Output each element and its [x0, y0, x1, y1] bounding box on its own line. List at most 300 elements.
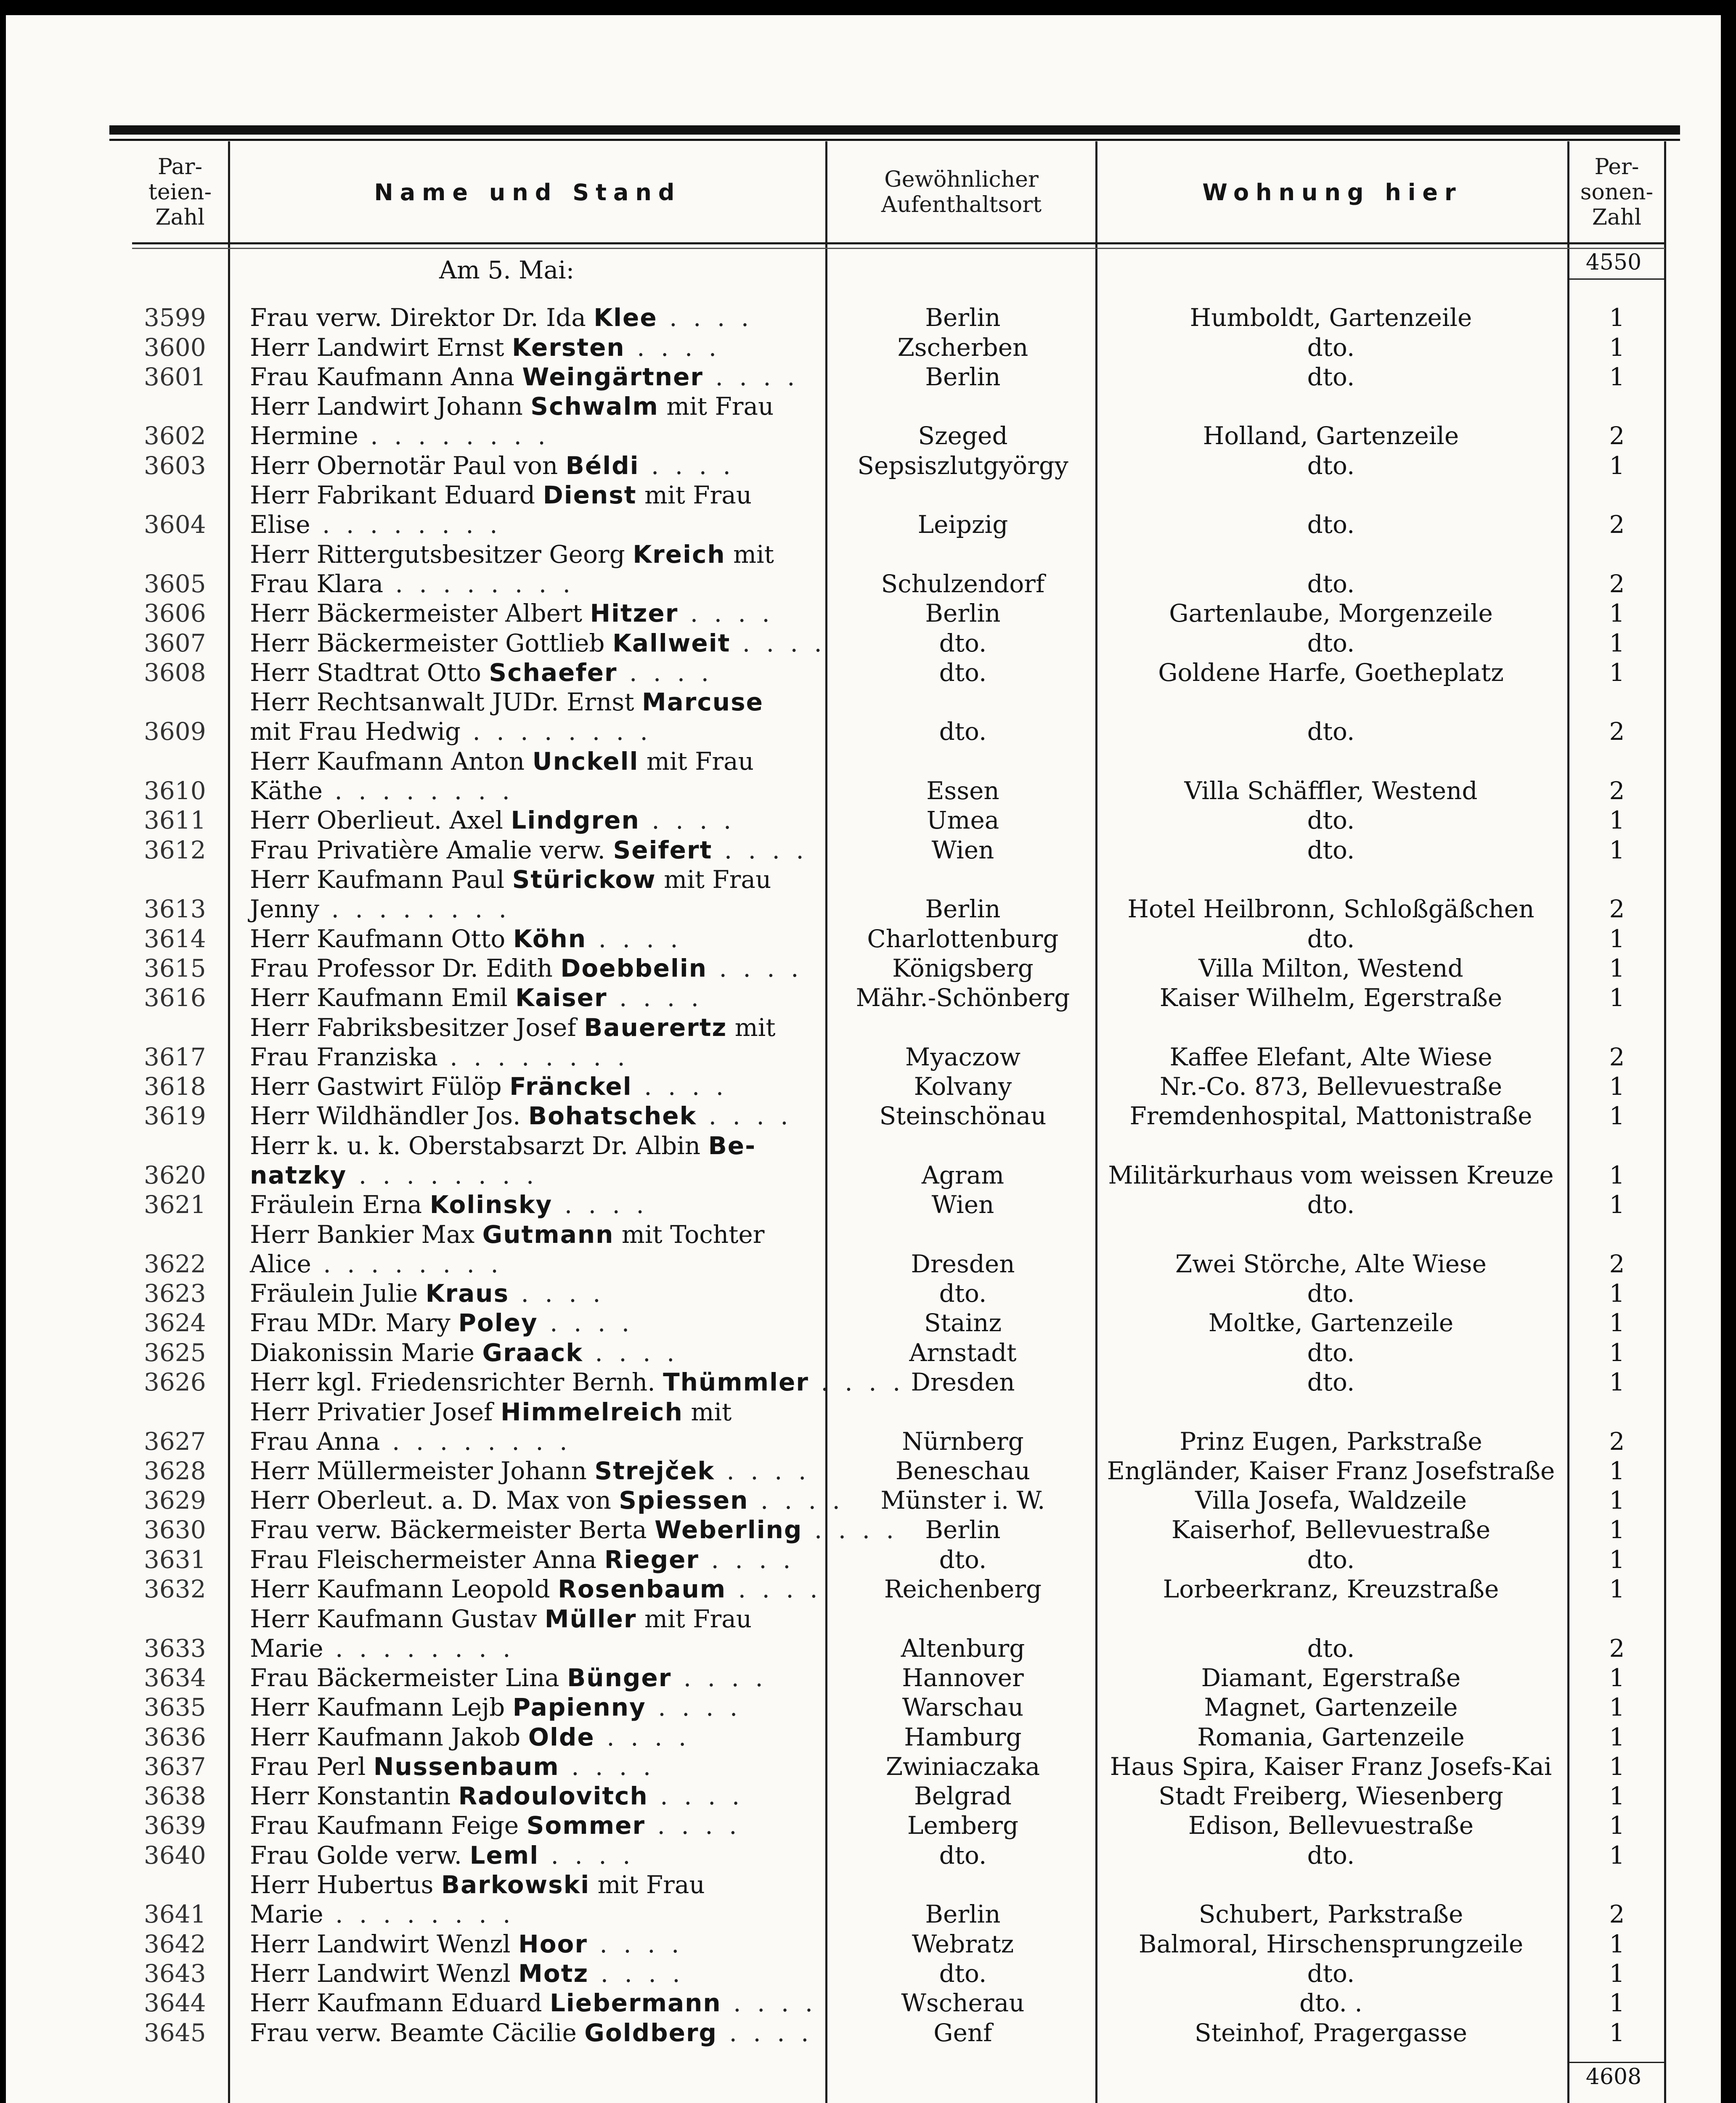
parteien-zahl-cell: 3605: [144, 569, 206, 598]
leader-dots: . . . . . . . .: [461, 717, 652, 746]
wohnung-cell: dto.: [1307, 1959, 1355, 1988]
aufenthaltsort-cell: Belgrad: [914, 1782, 1012, 1811]
surname: Thümmler: [663, 1367, 809, 1396]
leader-dots: . . . . . . . .: [358, 421, 550, 450]
surname: Gutmann: [482, 1220, 614, 1249]
wohnung-cell: dto.: [1307, 1367, 1355, 1396]
wohnung-cell: Magnet, Gartenzeile: [1204, 1693, 1458, 1722]
table-row: [6, 2018, 1721, 2048]
name-line-1: [250, 866, 822, 895]
name-continuation: Käthe: [250, 776, 323, 805]
wohnung-cell: Schubert, Parkstraße: [1198, 1900, 1463, 1929]
name-cell: [250, 1457, 822, 1486]
name-cell: [250, 925, 822, 954]
table-row: [6, 451, 1721, 481]
surname: Kaiser: [515, 983, 607, 1012]
table-row: [6, 363, 1721, 392]
surname: Seifert: [613, 835, 713, 864]
table-row: [6, 747, 1721, 806]
name-title: Herr Landwirt Ernst: [250, 333, 504, 362]
name-line-2: [250, 422, 822, 451]
name-cell: [250, 1782, 822, 1812]
aufenthaltsort-cell: dto.: [939, 628, 987, 657]
name-cell: [250, 1221, 822, 1279]
name-cell: [250, 1279, 822, 1309]
surname: Olde: [528, 1722, 595, 1751]
wohnung-cell: Edison, Bellevuestraße: [1188, 1811, 1474, 1840]
table-row: [6, 1191, 1721, 1220]
name-suffix: mit: [733, 540, 774, 569]
personen-zahl-cell: 1: [1609, 924, 1625, 953]
aufenthaltsort-cell: Altenburg: [901, 1634, 1025, 1663]
surname: Dienst: [543, 481, 637, 510]
surname: Schaefer: [489, 658, 618, 687]
leader-dots: . . . .: [645, 1811, 741, 1840]
surname: Stürickow: [512, 865, 656, 894]
personen-zahl-cell: 1: [1609, 1959, 1625, 1988]
surname: Doebbelin: [560, 954, 708, 983]
name-title: Herr Bankier Max: [250, 1220, 475, 1249]
table-row: [6, 1220, 1721, 1279]
leader-dots: . . . .: [625, 333, 721, 362]
leader-dots: . . . .: [802, 1515, 898, 1544]
parteien-zahl-cell: 3615: [144, 954, 206, 983]
table-row: [6, 866, 1721, 925]
table-row: [6, 1486, 1721, 1516]
name-title: Herr Kaufmann Emil: [250, 983, 508, 1012]
parteien-zahl-cell: 3640: [144, 1841, 206, 1870]
table-row: [6, 1871, 1721, 1930]
table-row: [6, 954, 1721, 984]
table-row: [6, 1368, 1721, 1398]
name-line-1: [250, 1279, 822, 1309]
aufenthaltsort-cell: dto.: [939, 1279, 987, 1308]
name-suffix: mit Frau: [666, 392, 774, 421]
wohnung-cell: Villa Josefa, Waldzeile: [1195, 1486, 1467, 1515]
wohnung-cell: Fremdenhospital, Mattonistraße: [1129, 1102, 1532, 1131]
name-cell: [250, 334, 822, 363]
wohnung-cell: Balmoral, Hirschensprungzeile: [1138, 1929, 1524, 1958]
leader-dots: . . . .: [594, 1722, 691, 1751]
name-cell: [250, 1398, 822, 1457]
name-line-1: [250, 1605, 822, 1634]
wohnung-cell: dto.: [1307, 333, 1355, 362]
name-continuation: Jenny: [250, 895, 320, 924]
surname: Poley: [458, 1308, 538, 1338]
name-title: Frau verw. Direktor Dr. Ida: [250, 303, 586, 332]
parteien-zahl-cell: 3612: [144, 835, 206, 864]
aufenthaltsort-cell: Zwiniaczaka: [885, 1752, 1040, 1781]
aufenthaltsort-cell: Dresden: [911, 1367, 1015, 1396]
parteien-zahl-cell: 3645: [144, 2018, 206, 2047]
surname: Lindgren: [511, 806, 640, 835]
personen-zahl-cell: 1: [1609, 362, 1625, 391]
wohnung-cell: Holland, Gartenzeile: [1203, 421, 1459, 450]
parteien-zahl-cell: 3628: [144, 1456, 206, 1485]
leader-dots: . . . .: [588, 1929, 684, 1958]
leader-dots: . . . .: [657, 303, 753, 332]
aufenthaltsort-cell: Dresden: [911, 1249, 1015, 1278]
name-line-1: [250, 1191, 822, 1220]
personen-zahl-cell: 1: [1609, 1102, 1625, 1131]
name-cell: [250, 1515, 898, 1545]
leader-dots: . . . . . . . .: [347, 1160, 538, 1189]
personen-zahl-cell: 2: [1609, 1042, 1625, 1071]
surname: Bünger: [567, 1663, 672, 1692]
parteien-zahl-cell: 3630: [144, 1515, 206, 1544]
parteien-zahl-cell: 3631: [144, 1545, 206, 1574]
surname: Kallweit: [612, 628, 731, 657]
personen-zahl-cell: 1: [1609, 954, 1625, 983]
table-row: [6, 1545, 1721, 1575]
name-line-1: [250, 1782, 822, 1812]
aufenthaltsort-cell: Charlottenburg: [867, 924, 1059, 953]
surname: Himmelreich: [500, 1397, 683, 1426]
leader-dots: . . . .: [707, 954, 803, 983]
name-cell: [250, 688, 822, 747]
name-continuation: Frau Klara: [250, 569, 384, 598]
wohnung-cell: Kaffee Elefant, Alte Wiese: [1169, 1042, 1492, 1071]
name-title: Frau Fleischermeister Anna: [250, 1545, 597, 1574]
leader-dots: . . . .: [721, 1989, 817, 2018]
table-row: [6, 1013, 1721, 1073]
personen-zahl-cell: 2: [1609, 1900, 1625, 1929]
aufenthaltsort-cell: dto.: [939, 1841, 987, 1870]
table-row: [6, 1605, 1721, 1664]
personen-zahl-cell: 2: [1609, 569, 1625, 598]
aufenthaltsort-cell: Berlin: [925, 599, 1001, 628]
name-line-1: [250, 688, 822, 718]
header-aufenthaltsort: [827, 143, 1095, 241]
leader-dots: . . . .: [646, 1693, 742, 1722]
table-row: [6, 1398, 1721, 1457]
parteien-zahl-cell: 3613: [144, 895, 206, 924]
name-line-1: [250, 1871, 822, 1900]
personen-zahl-cell: 1: [1609, 333, 1625, 362]
leader-dots: . . . .: [552, 1190, 648, 1219]
name-cell: [250, 304, 822, 333]
name-line-1: [250, 1102, 822, 1131]
wohnung-cell: dto.: [1307, 510, 1355, 539]
parteien-zahl-cell: 3606: [144, 599, 206, 628]
wohnung-cell: Kaiserhof, Bellevuestraße: [1171, 1515, 1491, 1544]
header-wohnung: [1097, 143, 1567, 241]
name-cell: [250, 599, 822, 629]
surname: Müller: [544, 1604, 637, 1633]
aufenthaltsort-cell: Schulzendorf: [881, 569, 1045, 598]
name-line-1: [250, 806, 822, 836]
surname: Kersten: [512, 333, 625, 362]
table-row: [6, 924, 1721, 954]
name-line-1: [250, 1693, 822, 1723]
aufenthaltsort-cell: Berlin: [925, 362, 1001, 391]
name-line-2: [250, 570, 822, 599]
table-row: [6, 481, 1721, 540]
leader-dots: . . . . . . . .: [311, 1249, 503, 1278]
surname: Rieger: [604, 1545, 700, 1574]
leader-dots: . . . .: [726, 1575, 822, 1604]
name-line-1: [250, 1398, 822, 1428]
personen-zahl-cell: 1: [1609, 1545, 1625, 1574]
personen-zahl-cell: 1: [1609, 1515, 1625, 1544]
personen-zahl-cell: 1: [1609, 1782, 1625, 1811]
name-title: Herr Kaufmann Eduard: [250, 1989, 542, 2018]
name-cell: [250, 363, 822, 392]
top-thin-rule: [109, 139, 1680, 141]
leader-dots: . . . .: [648, 1782, 744, 1811]
name-title: Herr k. u. k. Oberstabsarzt Dr. Albin: [250, 1131, 701, 1160]
leader-dots: . . . .: [632, 1072, 728, 1101]
surname: Unckell: [532, 747, 639, 776]
leader-dots: . . . .: [699, 1545, 795, 1574]
wohnung-cell: dto.: [1307, 835, 1355, 864]
table-row: [6, 1073, 1721, 1102]
leader-dots: . . . .: [748, 1486, 844, 1515]
name-line-1: [250, 1339, 822, 1368]
table-row: [6, 1693, 1721, 1723]
date-heading: Am 5. Mai:: [439, 256, 575, 284]
aufenthaltsort-cell: Berlin: [925, 1900, 1001, 1929]
name-line-1: [250, 984, 822, 1013]
parteien-zahl-cell: 3621: [144, 1190, 206, 1219]
name-line-1: [250, 1309, 822, 1338]
surname: Weingärtner: [522, 362, 704, 391]
name-line-1: [250, 1723, 822, 1753]
aufenthaltsort-cell: Nürnberg: [902, 1427, 1024, 1456]
name-line-1: [250, 659, 822, 688]
parteien-zahl-cell: 3608: [144, 658, 206, 687]
name-title: Diakonissin Marie: [250, 1338, 475, 1367]
aufenthaltsort-cell: Agram: [921, 1160, 1004, 1189]
name-cell: [250, 1812, 822, 1841]
table-row: [6, 836, 1721, 865]
name-line-2: [250, 1250, 822, 1279]
name-suffix: mit: [691, 1397, 732, 1426]
name-cell: [250, 1546, 822, 1575]
wohnung-cell: dto.: [1307, 1841, 1355, 1870]
name-title: Herr Oberleut. a. D. Max von: [250, 1486, 611, 1515]
wohnung-cell: Moltke, Gartenzeile: [1208, 1308, 1454, 1338]
name-title: Herr Hubertus: [250, 1870, 434, 1899]
parteien-zahl-cell: 3629: [144, 1486, 206, 1515]
aufenthaltsort-cell: dto.: [939, 658, 987, 687]
wohnung-cell: Haus Spira, Kaiser Franz Josefs-Kai: [1110, 1752, 1552, 1781]
wohnung-cell: dto.: [1307, 362, 1355, 391]
name-title: Herr Rechtsanwalt JUDr. Ernst: [250, 688, 634, 717]
table-row: [6, 1131, 1721, 1191]
personen-zahl-cell: 1: [1609, 303, 1625, 332]
wohnung-cell: dto.: [1307, 1190, 1355, 1219]
parteien-zahl-cell: 3641: [144, 1900, 206, 1929]
parteien-zahl-cell: 3603: [144, 451, 206, 480]
parteien-zahl-cell: 3614: [144, 924, 206, 953]
parteien-zahl-cell: 3620: [144, 1160, 206, 1189]
aufenthaltsort-cell: Genf: [933, 2018, 992, 2047]
surname: Radoulovitch: [458, 1782, 648, 1811]
leader-dots: . . . . . . . .: [323, 1900, 515, 1929]
personen-zahl-cell: 1: [1609, 1190, 1625, 1219]
header-bottom-rule-thin: [132, 248, 1665, 249]
personen-zahl-cell: 1: [1609, 1160, 1625, 1189]
name-cell: [250, 1102, 822, 1131]
aufenthaltsort-cell: Webratz: [912, 1929, 1014, 1958]
name-line-1: [250, 1546, 822, 1575]
name-title: Herr Bäckermeister Gottlieb: [250, 628, 605, 657]
name-cell: [250, 1989, 822, 2018]
name-suffix: mit: [734, 1013, 776, 1042]
surname: Spiessen: [619, 1486, 749, 1515]
wohnung-cell: dto.: [1307, 1545, 1355, 1574]
personen-zahl-cell: 1: [1609, 1989, 1625, 2018]
name-line-2: [250, 777, 822, 806]
name-cell: [250, 1073, 822, 1102]
name-title: Herr Gastwirt Fülöp: [250, 1072, 502, 1101]
wohnung-cell: Lorbeerkranz, Kreuzstraße: [1163, 1575, 1499, 1604]
wohnung-cell: Prinz Eugen, Parkstraße: [1179, 1427, 1482, 1456]
parteien-zahl-cell: 3609: [144, 717, 206, 746]
top-double-rule: [109, 125, 1680, 135]
name-line-1: [250, 925, 822, 954]
aufenthaltsort-cell: dto.: [939, 1545, 987, 1574]
leader-dots: . . . .: [588, 1959, 684, 1988]
parteien-zahl-cell: 3601: [144, 362, 206, 391]
leader-dots: . . . . . . . .: [437, 1042, 629, 1071]
header-wohnung-label: Wohnung hier: [1202, 179, 1463, 206]
aufenthaltsort-cell: Lemberg: [907, 1811, 1019, 1840]
personen-zahl-cell: 1: [1609, 1929, 1625, 1958]
personen-zahl-cell: 2: [1609, 895, 1625, 924]
surname: Köhn: [513, 924, 587, 953]
personen-zahl-cell: 1: [1609, 1279, 1625, 1308]
name-cell: [250, 836, 822, 866]
surname: Kraus: [425, 1279, 509, 1308]
name-line-2: [250, 1900, 822, 1930]
aufenthaltsort-cell: Beneschau: [895, 1456, 1031, 1485]
wohnung-cell: Goldene Harfe, Goetheplatz: [1158, 658, 1504, 687]
table-row: [6, 1723, 1721, 1752]
name-title: Herr Privatier Josef: [250, 1397, 493, 1426]
table-row: [6, 1516, 1721, 1545]
carry-total-rule: [1569, 278, 1664, 280]
name-suffix: mit Frau: [644, 481, 752, 510]
surname: Liebermann: [549, 1989, 721, 2018]
carry-over-total: 4550: [1585, 250, 1642, 275]
name-line-1: [250, 836, 822, 866]
name-line-1: [250, 1753, 822, 1782]
aufenthaltsort-cell: Hannover: [902, 1663, 1024, 1692]
leader-dots: . . . .: [539, 1841, 635, 1870]
leader-dots: . . . .: [607, 983, 703, 1012]
final-total-rule: [1569, 2062, 1664, 2063]
table-row: [6, 1575, 1721, 1605]
name-line-1: [250, 304, 822, 333]
wohnung-cell: Villa Milton, Westend: [1198, 954, 1463, 983]
table-row: [6, 599, 1721, 629]
personen-zahl-cell: 1: [1609, 1722, 1625, 1751]
parteien-zahl-cell: 3623: [144, 1279, 206, 1308]
personen-zahl-cell: 2: [1609, 1634, 1625, 1663]
name-title: Frau Bäckermeister Lina: [250, 1663, 559, 1692]
leader-dots: . . . .: [586, 924, 682, 953]
name-title: Herr Oberlieut. Axel: [250, 806, 503, 835]
wohnung-cell: Nr.-Co. 873, Bellevuestraße: [1159, 1072, 1503, 1101]
table-row: [6, 1753, 1721, 1782]
leader-dots: . . . .: [509, 1279, 605, 1308]
name-title: Herr Bäckermeister Albert: [250, 599, 583, 628]
surname: Béldi: [565, 451, 639, 480]
surname: Klee: [594, 303, 657, 332]
name-continuation: Frau Franziska: [250, 1042, 438, 1071]
wohnung-cell: dto.: [1307, 451, 1355, 480]
name-cell: [250, 392, 822, 451]
aufenthaltsort-cell: Wscherau: [901, 1989, 1025, 2018]
parteien-zahl-cell: 3618: [144, 1072, 206, 1101]
wohnung-cell: dto.: [1307, 1338, 1355, 1367]
parteien-zahl-cell: 3636: [144, 1722, 206, 1751]
name-line-1: [250, 1073, 822, 1102]
surname: Be-: [708, 1131, 756, 1160]
name-line-1: [250, 954, 822, 984]
name-suffix: mit Frau: [646, 747, 754, 776]
table-row: [6, 1812, 1721, 1841]
leader-dots: . . . .: [712, 835, 808, 864]
table-row: [6, 1309, 1721, 1338]
name-cell: [250, 1132, 822, 1191]
name-line-1: [250, 1014, 822, 1043]
header-name-und-stand: [230, 143, 825, 241]
wohnung-cell: Hotel Heilbronn, Schloßgäßchen: [1127, 895, 1535, 924]
aufenthaltsort-cell: dto.: [939, 717, 987, 746]
header-parteien-line1: Par-: [157, 154, 203, 180]
personen-zahl-cell: 2: [1609, 717, 1625, 746]
name-title: Frau Kaufmann Anna: [250, 362, 514, 391]
name-title: Frau Perl: [250, 1752, 366, 1781]
table-row: [6, 304, 1721, 333]
name-line-1: [250, 1515, 898, 1545]
aufenthaltsort-cell: Berlin: [925, 1515, 1001, 1544]
name-cell: [250, 1930, 822, 1960]
personen-zahl-cell: 1: [1609, 1752, 1625, 1781]
parteien-zahl-cell: 3599: [144, 303, 206, 332]
name-title: Frau Professor Dr. Edith: [250, 954, 553, 983]
name-line-1: [250, 334, 822, 363]
wohnung-cell: Gartenlaube, Morgenzeile: [1169, 599, 1493, 628]
surname: Fränckel: [509, 1072, 632, 1101]
wohnung-cell: Diamant, Egerstraße: [1201, 1663, 1461, 1692]
surname: Kreich: [633, 540, 726, 569]
surname: Goldberg: [584, 2018, 718, 2047]
name-continuation: Elise: [250, 510, 310, 539]
leader-dots: . . . . . . . .: [383, 569, 575, 598]
table-row: [6, 1664, 1721, 1693]
name-line-1: [250, 363, 822, 392]
personen-zahl-cell: 1: [1609, 1456, 1625, 1485]
aufenthaltsort-cell: Wien: [931, 1190, 994, 1219]
header-personen-line1: Per-: [1594, 154, 1639, 180]
name-title: Frau Privatière Amalie verw.: [250, 835, 605, 864]
surname: Graack: [482, 1338, 583, 1367]
aufenthaltsort-cell: Hamburg: [904, 1722, 1022, 1751]
aufenthaltsort-cell: Münster i. W.: [880, 1486, 1045, 1515]
wohnung-cell: dto. .: [1299, 1989, 1362, 2018]
table-row: [6, 540, 1721, 599]
wohnung-cell: Zwei Störche, Alte Wiese: [1175, 1249, 1487, 1278]
name-line-1: [250, 1575, 822, 1605]
parteien-zahl-cell: 3632: [144, 1575, 206, 1604]
aufenthaltsort-cell: Stainz: [924, 1308, 1002, 1338]
wohnung-cell: Romania, Gartenzeile: [1197, 1722, 1465, 1751]
table-row: [6, 392, 1721, 452]
